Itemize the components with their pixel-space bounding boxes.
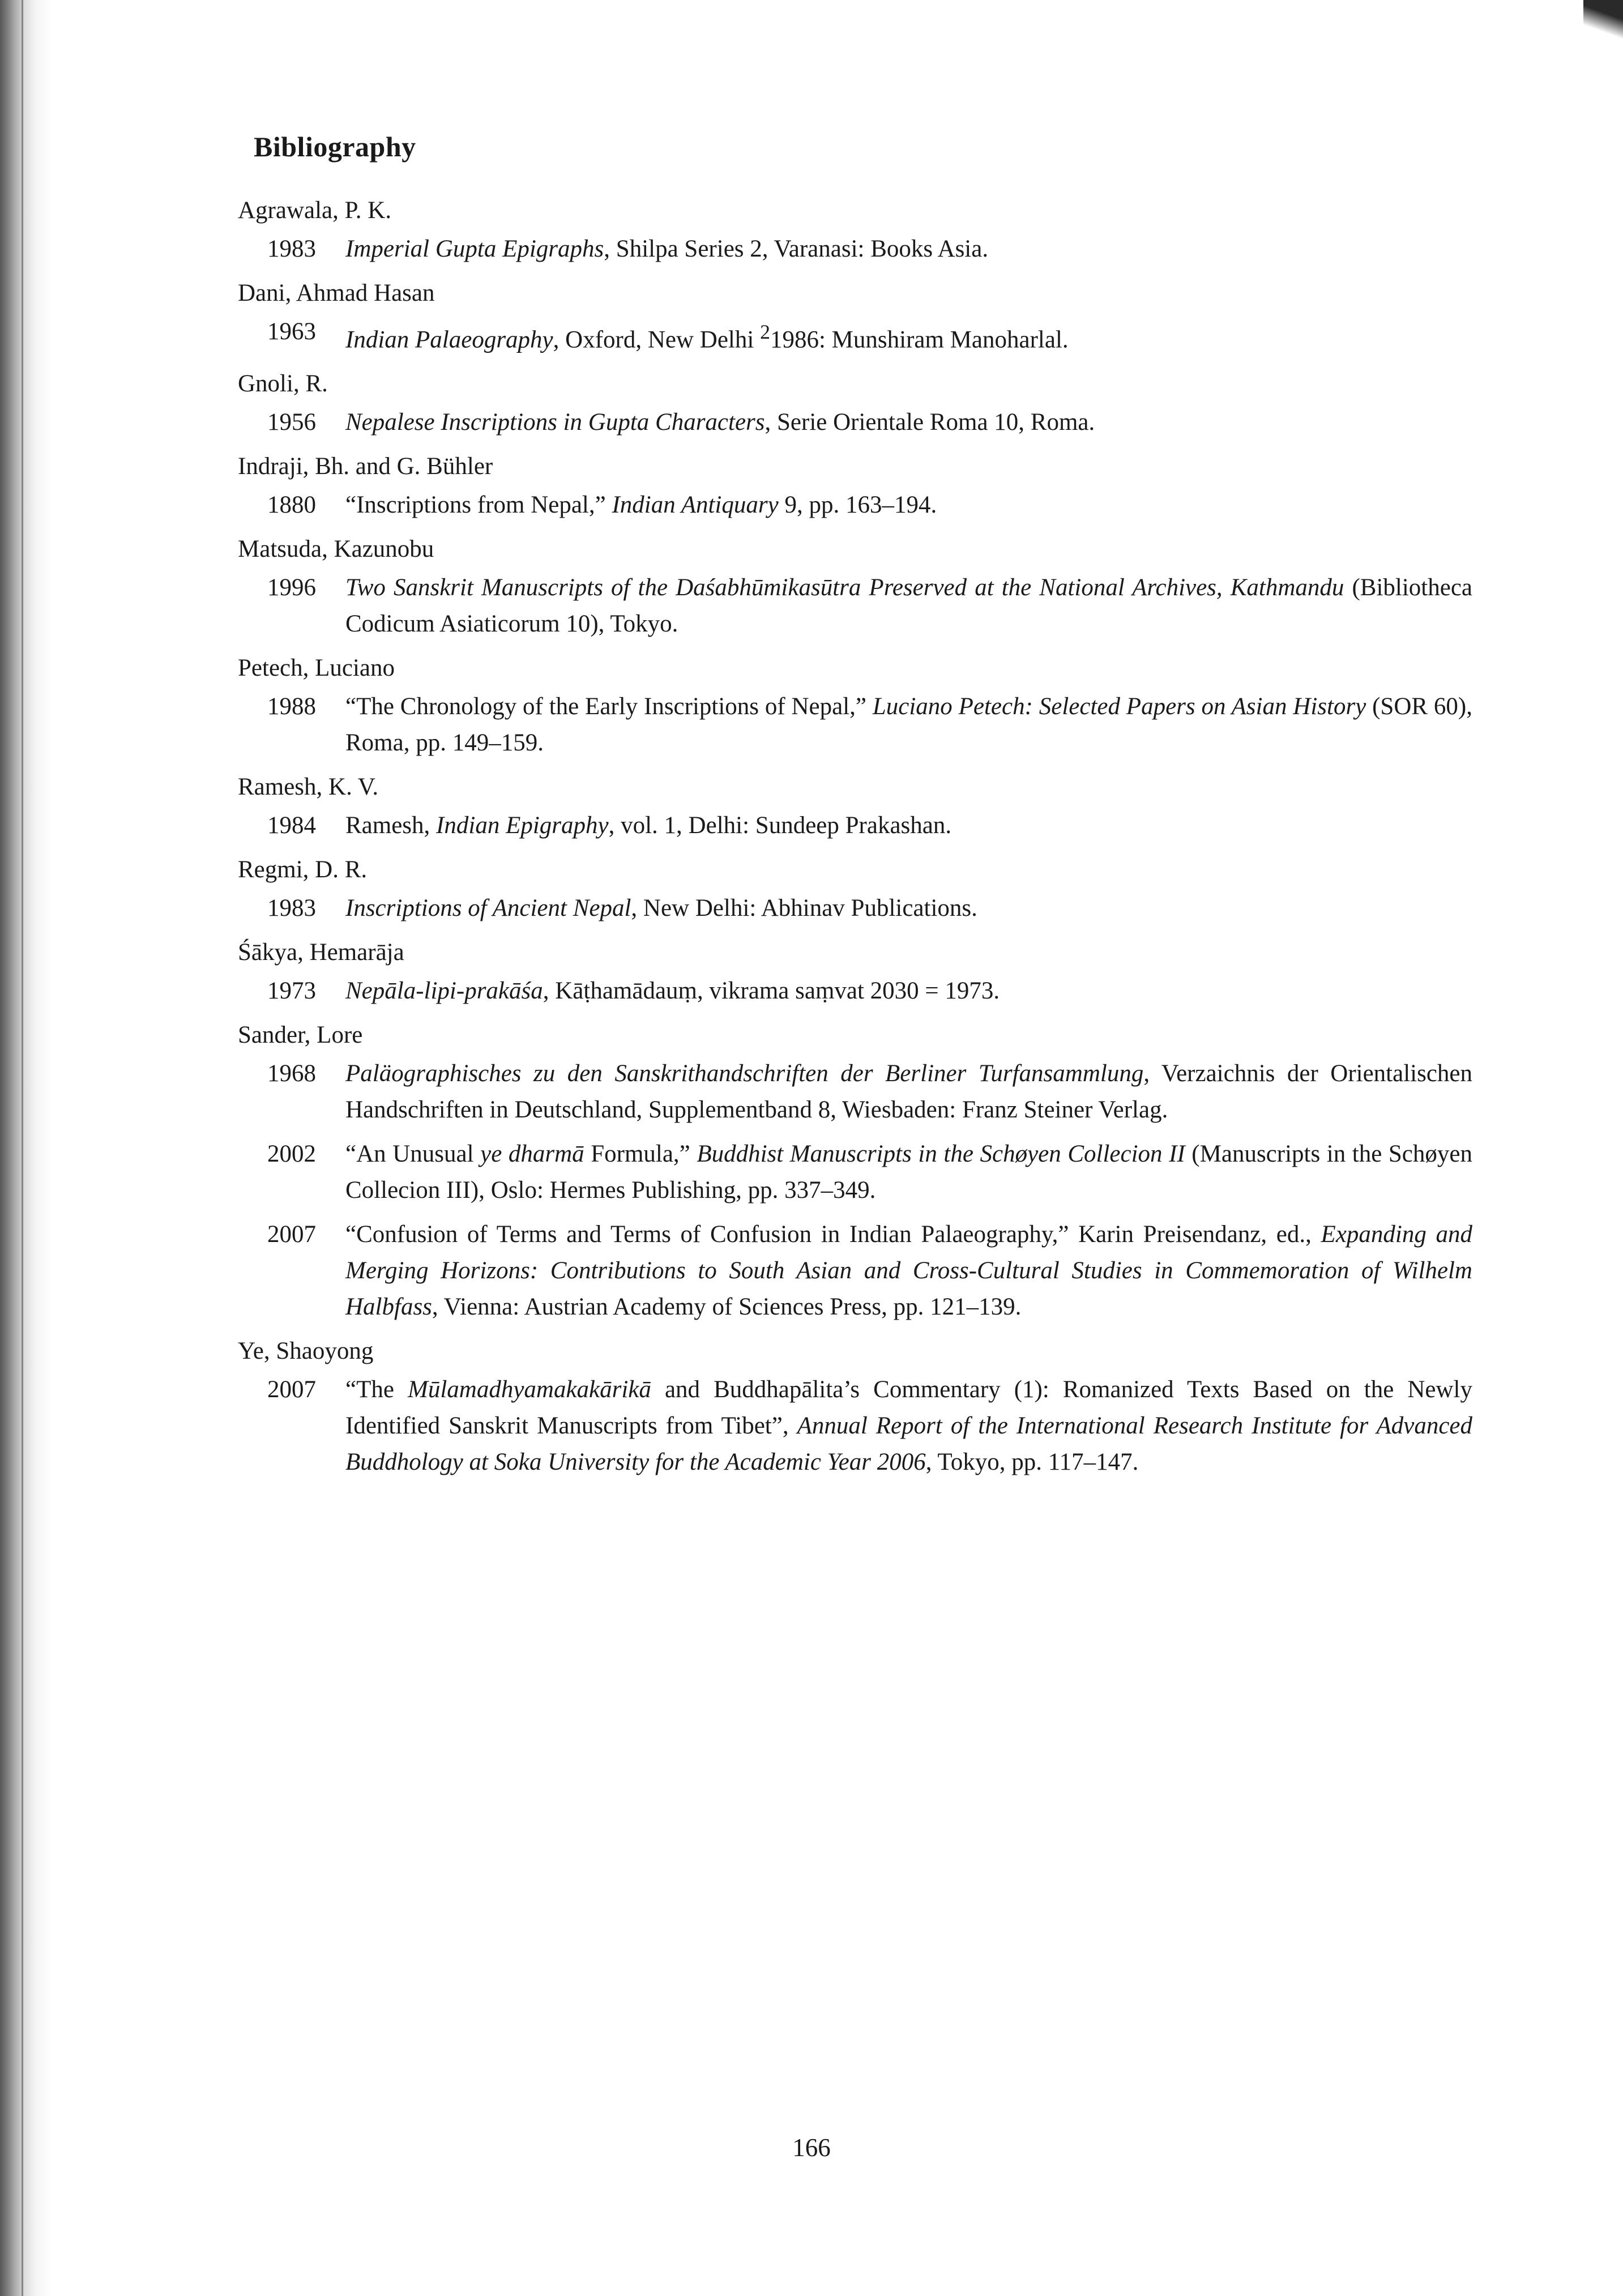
bib-italic-title: Indian Palaeography	[345, 326, 553, 353]
bib-italic-title: Nepāla-lipi-prakāśa	[345, 978, 543, 1005]
bib-text: “The	[345, 1376, 408, 1403]
bib-entry	[238, 1136, 1472, 1209]
bib-reference	[345, 570, 1472, 642]
bib-year: 2002	[267, 1141, 316, 1168]
bib-author: Agrawala, P. K.	[238, 197, 392, 224]
bib-entry	[238, 231, 1472, 267]
bib-year: 1983	[267, 236, 316, 262]
bib-reference	[345, 1136, 1472, 1209]
bib-reference	[345, 1056, 1472, 1128]
bib-entry	[238, 890, 1472, 927]
bib-text: , Tokyo, pp. 117–147.	[925, 1449, 1139, 1476]
bib-entry	[238, 404, 1472, 441]
bib-text: (Manuscripts in the Schøyen Collecion III), Oslo: Hermes Publishing, pp. 337–349.	[345, 1141, 1472, 1204]
page-number: 166	[792, 2133, 831, 2162]
page-content	[238, 130, 1472, 1488]
bib-text: , vol. 1, Delhi: Sundeep Prakashan.	[608, 812, 952, 839]
bib-author: Gnoli, R.	[238, 370, 328, 398]
bib-author: Dani, Ahmad Hasan	[238, 280, 435, 306]
bib-year: 1988	[267, 693, 316, 720]
bib-text: , Serie Orientale Roma 10, Roma.	[764, 409, 1095, 436]
bib-text: “Confusion of Terms and Terms of Confusion in Indian Palaeography,” Karin Preisendanz, ed.,	[345, 1221, 1321, 1248]
bib-year: 1983	[267, 895, 316, 922]
bib-entry	[238, 570, 1472, 642]
bib-entry	[238, 1217, 1472, 1325]
bibliography-heading: Bibliography	[254, 131, 416, 163]
bib-author: Śākya, Hemarāja	[238, 939, 404, 966]
bib-year: 1968	[267, 1060, 316, 1087]
bib-reference	[345, 314, 1472, 358]
bib-entry	[238, 1056, 1472, 1128]
bib-author: Sander, Lore	[238, 1022, 363, 1049]
bib-author: Matsuda, Kazunobu	[238, 536, 434, 563]
bib-entry	[238, 1372, 1472, 1480]
bib-text: , Oxford, New Delhi	[553, 326, 761, 353]
bib-reference	[345, 1372, 1472, 1480]
bib-author: Ramesh, K. V.	[238, 774, 379, 801]
bib-text: “The Chronology of the Early Inscriptions of Nepal,”	[345, 693, 873, 720]
bib-text: (Bibliotheca Codicum Asiaticorum 10), Tokyo.	[345, 574, 1473, 638]
bib-text: , Kāṭhamādauṃ, vikrama saṃvat 2030 = 1973.	[543, 978, 1000, 1005]
bib-entry	[238, 689, 1472, 761]
bib-italic-title: ye dharmā	[480, 1141, 584, 1168]
bib-text: 9, pp. 163–194.	[778, 492, 937, 519]
bib-reference	[345, 231, 1472, 267]
bib-reference	[345, 973, 1472, 1009]
bib-italic-title: Two Sanskrit Manuscripts of the Daśabhūmikasūtra Preserved at the National Archives, Kathmandu	[345, 574, 1344, 601]
bib-author: Ye, Shaoyong	[238, 1338, 374, 1365]
bib-year: 1996	[267, 574, 316, 601]
bib-text: , Vienna: Austrian Academy of Sciences Press, pp. 121–139.	[432, 1294, 1022, 1321]
bib-text: 1986: Munshiram Manoharlal.	[770, 326, 1069, 353]
bib-year: 1956	[267, 409, 316, 436]
bib-reference	[345, 689, 1472, 761]
bib-italic-title: Paläographisches zu den Sanskrithandschriften der Berliner Turfansammlung	[345, 1060, 1144, 1087]
bib-text: (SOR 60), Roma, pp. 149–159.	[345, 693, 1472, 757]
bib-italic-title: Annual Report of the International Research Institute for Advanced Buddhology at Soka University for the Academic Year 2006	[345, 1412, 1472, 1476]
bib-text: , New Delhi: Abhinav Publications.	[631, 895, 977, 922]
bib-italic-title: Buddhist Manuscripts in the Schøyen Collecion II	[697, 1141, 1185, 1168]
scan-binding-shadow	[0, 0, 51, 2296]
bib-reference	[345, 890, 1472, 927]
bib-text: Formula,”	[584, 1141, 697, 1168]
bib-italic-title: Expanding and Merging Horizons: Contributions to South Asian and Cross-Cultural Studies in Commemoration of Wilhelm Halbfass	[345, 1221, 1472, 1321]
bib-entry	[238, 973, 1472, 1009]
bib-text: “Inscriptions from Nepal,”	[345, 492, 612, 519]
bib-entry	[238, 314, 1472, 358]
bib-italic-title: Mūlamadhyamakakārikā	[408, 1376, 651, 1403]
bib-year: 1984	[267, 812, 316, 839]
bib-year: 1963	[267, 318, 316, 345]
bib-author: Indraji, Bh. and G. Bühler	[238, 453, 493, 480]
bib-italic-title: Nepalese Inscriptions in Gupta Characters	[345, 409, 765, 436]
bib-year: 2007	[267, 1376, 316, 1403]
bib-year: 2007	[267, 1221, 316, 1248]
bib-italic-title: Inscriptions of Ancient Nepal	[345, 895, 631, 922]
bib-text: , Shilpa Series 2, Varanasi: Books Asia.	[604, 236, 989, 262]
bib-superscript: 2	[760, 321, 770, 343]
scan-binding-line	[22, 0, 23, 2296]
bib-entry	[238, 487, 1472, 523]
bib-italic-title: Indian Antiquary	[612, 492, 779, 519]
bib-year: 1880	[267, 492, 316, 519]
bib-text: “An Unusual	[345, 1141, 481, 1168]
scan-corner-mark	[1583, 0, 1623, 51]
bib-entry	[238, 808, 1472, 844]
bib-text: Ramesh,	[345, 812, 437, 839]
bib-italic-title: Indian Epigraphy	[436, 812, 609, 839]
bib-author: Regmi, D. R.	[238, 856, 368, 884]
bib-text: , Verzaichnis der Orientalischen Handschriften in Deutschland, Supplementband 8, Wiesbaden: Franz Steiner Verlag.	[345, 1060, 1472, 1124]
bib-reference	[345, 808, 1472, 844]
bibliography-list	[238, 193, 1472, 1480]
bib-year: 1973	[267, 978, 316, 1005]
bib-text: and Buddhapālita’s Commentary (1): Romanized Texts Based on the Newly Identified Sanskrit Manuscripts from Tibet”,	[345, 1376, 1472, 1440]
bib-author: Petech, Luciano	[238, 655, 395, 682]
bib-italic-title: Imperial Gupta Epigraphs	[345, 236, 604, 262]
bib-reference	[345, 1217, 1472, 1325]
bib-reference	[345, 404, 1472, 441]
bib-reference	[345, 487, 1472, 523]
bib-italic-title: Luciano Petech: Selected Papers on Asian History	[872, 693, 1366, 720]
